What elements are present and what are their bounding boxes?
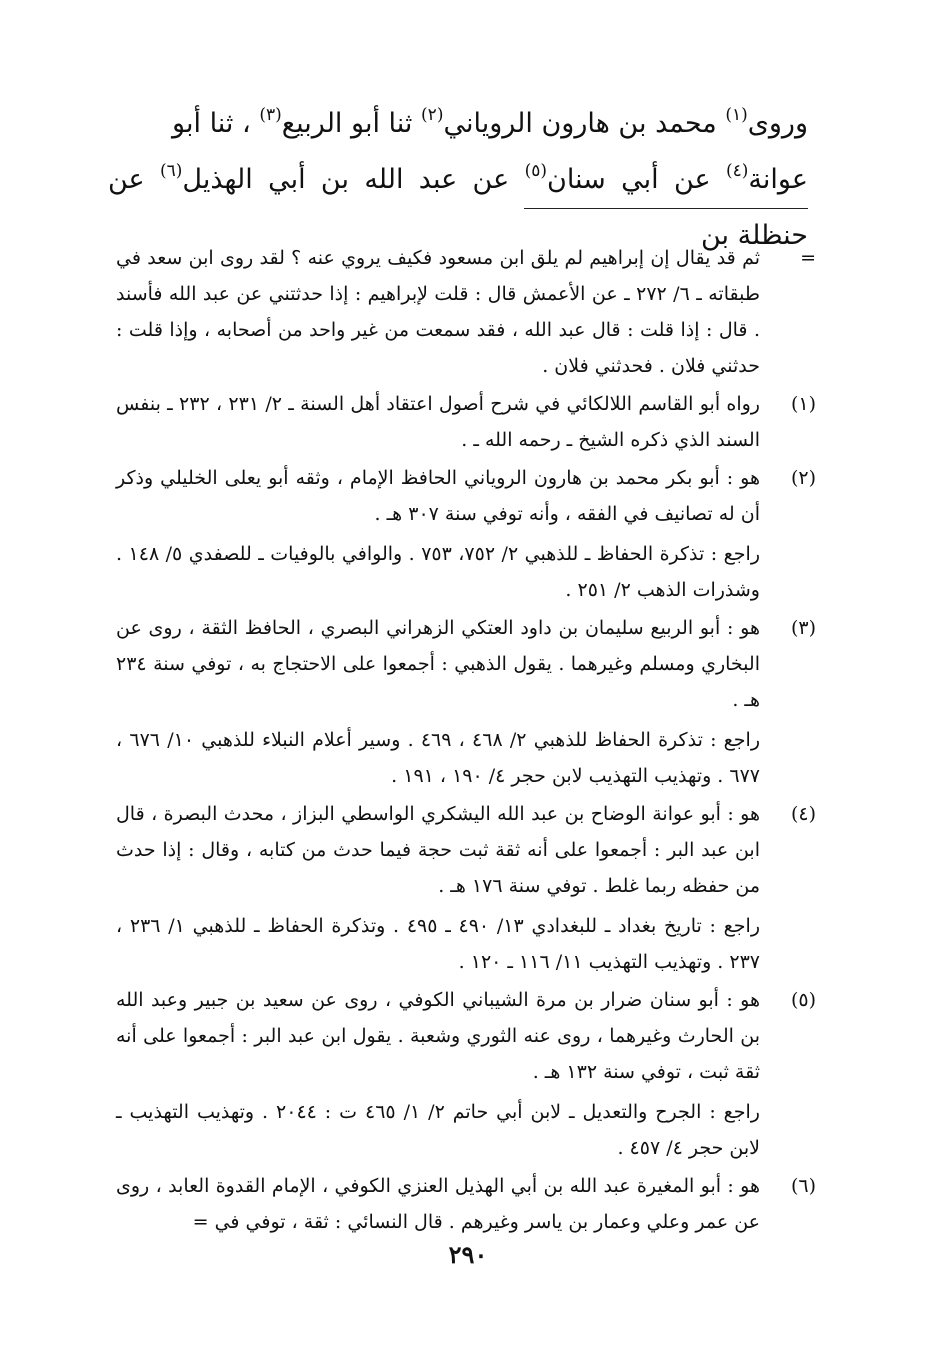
footnote-2 (116, 460, 816, 608)
footnote-text: هو : أبو عوانة الوضاح بن عبد الله اليشكري الواسطي البزاز ، محدث البصرة ، قال ابن عبد البر : أجمعوا على أنه ثقة ثبت حجة فيما حدث من كتابه ، وقال : إذا حدث من حفظه ربما غلط . توفي سنة ١٧٦ هـ . (116, 803, 760, 897)
footnote-4 (116, 796, 816, 980)
footnotes (116, 240, 816, 1240)
text-run: ثنا أبو الربيع (281, 108, 422, 139)
footnote-text: ثم قد يقال إن إبراهيم لم يلق ابن مسعود فكيف يروي عنه ؟ لقد روى ابن سعد في طبقاته ـ ٦/ ٢٧٢ ـ عن الأعمش قال : قلت لإبراهيم : إذا حدثتني عن عبد الله فأسند . قال : إذا قلت : قال عبد الله ، فقد سمعت من غير واحد من أصحابه ، وإذا قلت : حدثني فلان . فحدثني فلان . (116, 247, 760, 377)
continuation-marker: = (800, 247, 816, 269)
footnote-3 (116, 610, 816, 794)
footnote-number: (١) (790, 393, 816, 415)
footnote-ref[interactable]: (٢) (421, 105, 444, 125)
footnote-ref[interactable]: (٤) (726, 161, 749, 181)
page-number: ٢٩٠ (448, 1240, 488, 1269)
main-text-line-1 (108, 96, 808, 152)
footnote-separator (524, 208, 808, 209)
footnote-number: (٦) (790, 1175, 816, 1197)
footnote-ref[interactable]: (١) (725, 105, 748, 125)
footnote-1 (116, 386, 816, 458)
footnote-text: هو : أبو سنان ضرار بن مرة الشيباني الكوفي ، روى عن سعيد بن جبير وعبد الله بن الحارث وغيرهما ، روى عنه الثوري وشعبة . يقول ابن عبد البر : أجمعوا على أنه ثقة ثبت ، توفي سنة ١٣٢ هـ . (116, 989, 760, 1083)
footnote-text: هو : أبو بكر محمد بن هارون الروياني الحافظ الإمام ، وثقه أبو يعلى الخليلي وذكر أن له تصانيف في الفقه ، وأنه توفي سنة ٣٠٧ هـ . (116, 467, 760, 525)
footnote-number: (٣) (790, 617, 816, 639)
footnote-continuation (116, 240, 816, 384)
text-run: عن أبي سنان (546, 164, 726, 195)
text-run: وروى (747, 108, 808, 139)
footnote-number: (٢) (790, 467, 816, 489)
main-text (108, 96, 808, 264)
text-run: ، ثنا أبو (172, 108, 260, 139)
text-run: عن عبد الله بن أبي الهذيل (182, 164, 525, 195)
footnote-number: (٤) (790, 803, 816, 825)
footnote-6 (116, 1168, 816, 1240)
footnote-5 (116, 982, 816, 1166)
footnote-ref[interactable]: (٥) (524, 161, 547, 181)
footnote-ref[interactable]: (٦) (160, 161, 183, 181)
footnote-text: هو : أبو الربيع سليمان بن داود العتكي الزهراني البصري ، الحافظ الثقة ، روى عن البخاري ومسلم وغيرهما . يقول الذهبي : أجمعوا على الاحتجاج به ، توفي سنة ٢٣٤ هـ . (116, 617, 760, 711)
text-run: عوانة (748, 164, 808, 195)
footnote-text: رواه أبو القاسم اللالكائي في شرح أصول اعتقاد أهل السنة ـ ٢/ ٢٣١ ، ٢٣٢ ـ بنفس السند الذي ذكره الشيخ ـ رحمه الله ـ . (116, 393, 760, 451)
footnote-text: هو : أبو المغيرة عبد الله بن أبي الهذيل العنزي الكوفي ، الإمام القدوة العابد ، روى عن عمر وعلي وعمار بن ياسر وغيرهم . قال النسائي : ثقة ، توفي في = (116, 1175, 760, 1233)
footnote-reference: راجع : تذكرة الحفاظ ـ للذهبي ٢/ ٧٥٢، ٧٥٣ . والوافي بالوفيات ـ للصفدي ٥/ ١٤٨ . وشذرات الذهب ٢/ ٢٥١ . (116, 543, 760, 601)
footnote-reference: راجع : الجرح والتعديل ـ لابن أبي حاتم ٢/ ١/ ٤٦٥ ت : ٢٠٤٤ . وتهذيب التهذيب ـ لابن حجر ٤/ ٤٥٧ . (116, 1101, 760, 1159)
footnote-number: (٥) (790, 989, 816, 1011)
footnote-ref[interactable]: (٣) (259, 105, 282, 125)
footnote-reference: راجع : تذكرة الحفاظ للذهبي ٢/ ٤٦٨ ، ٤٦٩ . وسير أعلام النبلاء للذهبي ١٠/ ٦٧٦ ، ٦٧٧ . وتهذيب التهذيب لابن حجر ٤/ ١٩٠ ، ١٩١ . (116, 729, 760, 787)
text-run: عن حنظلة بن (108, 164, 808, 251)
footnote-reference: راجع : تاريخ بغداد ـ للبغدادي ١٣/ ٤٩٠ ـ ٤٩٥ . وتذكرة الحفاظ ـ للذهبي ١/ ٢٣٦ ، ٢٣٧ . وتهذيب التهذيب ١١/ ١١٦ ـ ١٢٠ . (116, 915, 760, 973)
text-run: محمد بن هارون الروياني (443, 108, 726, 139)
